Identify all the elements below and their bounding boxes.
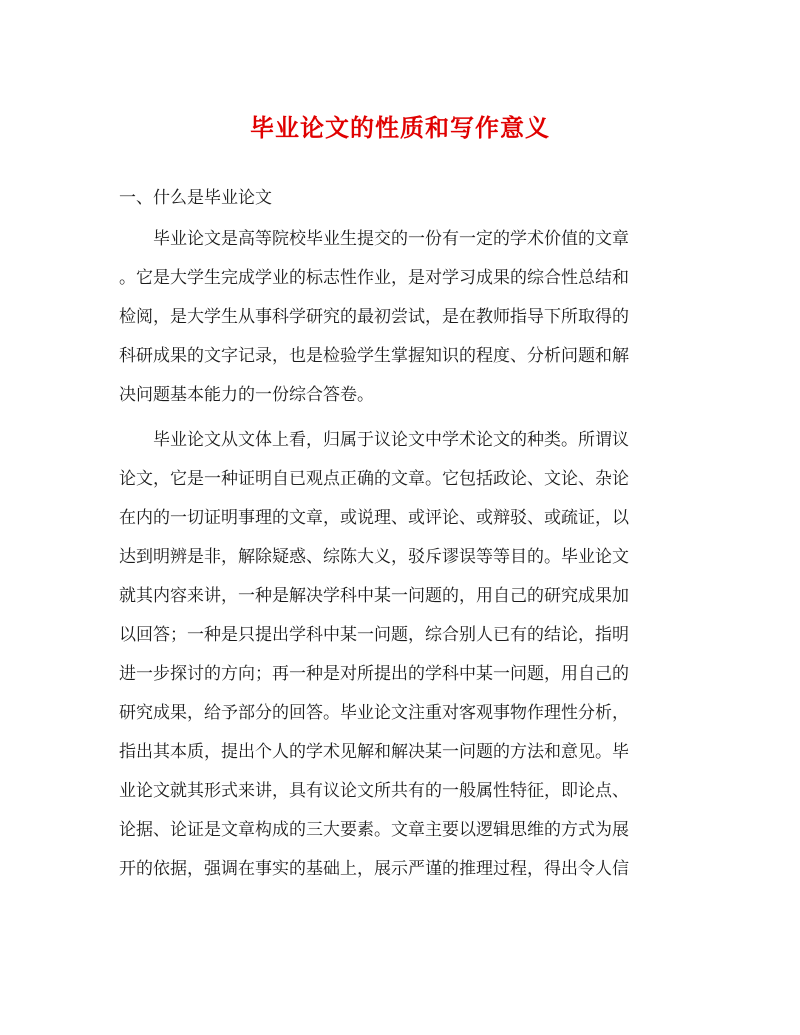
paragraph-line: 达到明辨是非，解除疑惑、综陈大义，驳斥谬误等等目的。毕业论文 (119, 547, 629, 567)
paragraph-line: 业论文就其形式来讲，具有议论文所共有的一般属性特征，即论点、 (119, 781, 629, 801)
paragraph-line: 在内的一切证明事理的文章，或说理、或评论、或辩驳、或疏证，以 (119, 508, 629, 528)
paragraph-line: 研究成果，给予部分的回答。毕业论文注重对客观事物作理性分析， (119, 703, 629, 723)
paragraph-line: 开的依据，强调在事实的基础上，展示严谨的推理过程，得出令人信 (119, 859, 629, 879)
paragraph-line: 指出其本质，提出个人的学术见解和解决某一问题的方法和意见。毕 (119, 742, 629, 762)
paragraph-line: 毕业论文从文体上看，归属于议论文中学术论文的种类。所谓议 (153, 430, 629, 450)
paragraph-line: 论据、论证是文章构成的三大要素。文章主要以逻辑思维的方式为展 (119, 820, 629, 840)
paragraph-line: 就其内容来讲，一种是解决学科中某一问题的，用自己的研究成果加 (119, 586, 629, 606)
paragraph-line: 以回答；一种是只提出学科中某一问题，综合别人已有的结论，指明 (119, 625, 629, 645)
section-heading: 一、什么是毕业论文 (119, 188, 272, 208)
paragraph-line: 科研成果的文字记录，也是检验学生掌握知识的程度、分析问题和解 (119, 346, 629, 366)
paragraph-line: 进一步探讨的方向；再一种是对所提出的学科中某一问题，用自己的 (119, 664, 629, 684)
paragraph-line: 毕业论文是高等院校毕业生提交的一份有一定的学术价值的文章 (153, 229, 629, 249)
page-title: 毕业论文的性质和写作意义 (250, 113, 550, 142)
paragraph-line: 论文，它是一种证明自已观点正确的文章。它包括政论、文论、杂论 (119, 469, 629, 489)
paragraph-line: 。它是大学生完成学业的标志性作业，是对学习成果的综合性总结和 (119, 268, 629, 288)
paragraph-line: 检阅，是大学生从事科学研究的最初尝试，是在教师指导下所取得的 (119, 307, 629, 327)
paragraph-line: 决问题基本能力的一份综合答卷。 (119, 385, 374, 405)
